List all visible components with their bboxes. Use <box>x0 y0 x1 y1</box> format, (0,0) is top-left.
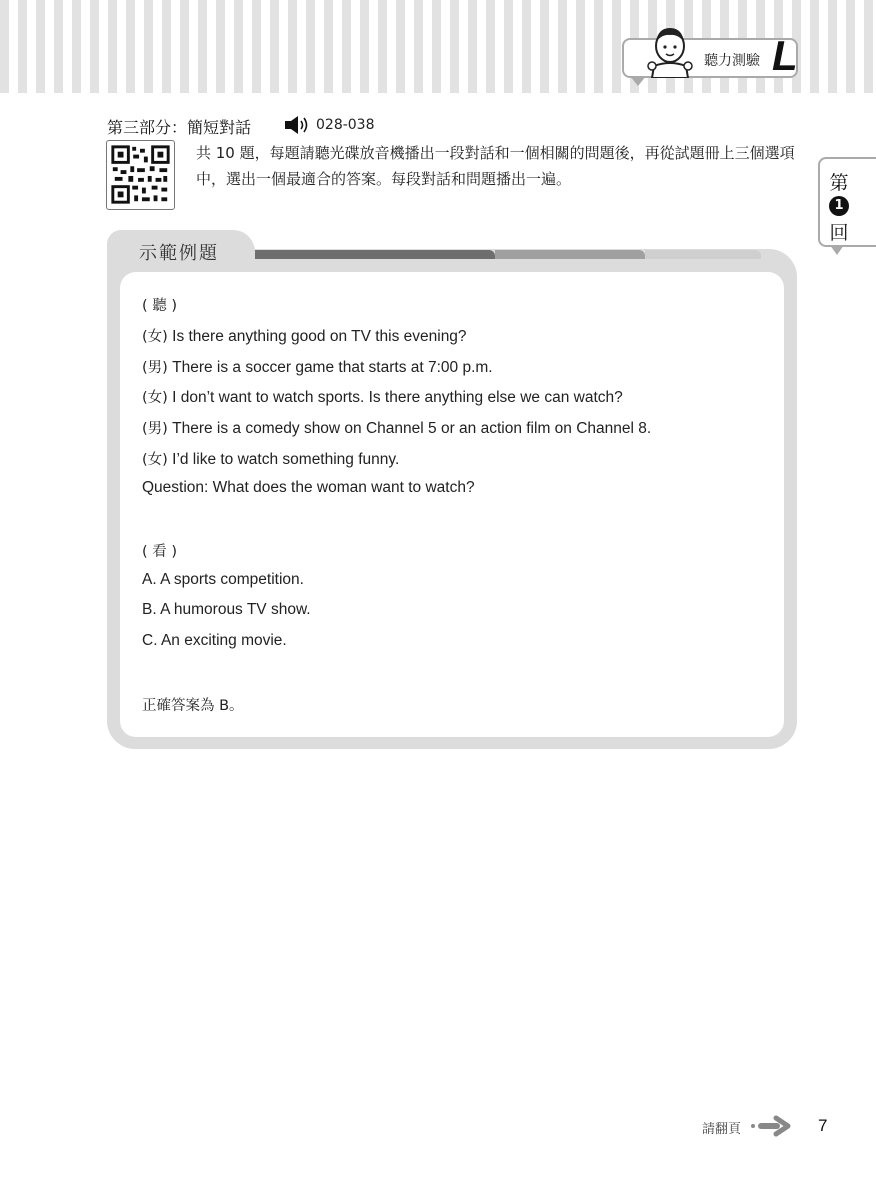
instructions-text: 共 10 題，每題請聽光碟放音機播出一段對話和一個相關的問題後，再從試題冊上三個選項中，選出一個最適合的答案。每段對話和問題播出一遍。 <box>196 144 795 188</box>
decor-bar-mid <box>495 250 645 259</box>
dialogue-text: I don’t want to watch sports. Is there anything else we can watch? <box>167 389 623 406</box>
dialogue-line <box>142 417 651 438</box>
page-number: 7 <box>818 1116 828 1135</box>
dialogue-line <box>142 386 623 407</box>
round-tab-tail <box>830 245 844 255</box>
question-text: Question: What does the woman want to watch? <box>142 479 475 496</box>
turn-page-label: 請翻頁 <box>702 1122 742 1137</box>
speaker-label: (女) <box>142 390 168 406</box>
round-tab-bottom: 回 <box>829 222 849 244</box>
dialogue-text: There is a soccer game that starts at 7:00 p.m. <box>167 359 493 376</box>
track-number: 028-038 <box>316 117 375 133</box>
speaker-label: (女) <box>142 329 168 345</box>
listen-header: ( 聽 ) <box>142 298 178 314</box>
dialogue-line <box>142 325 467 346</box>
dialogue-line <box>142 448 399 469</box>
arrow-right-icon <box>748 1115 794 1137</box>
decor-bar-light <box>645 250 761 259</box>
option-c: C. An exciting movie. <box>142 632 287 649</box>
dialogue-text: Is there anything good on TV this evening? <box>167 328 467 345</box>
example-label: 示範例題 <box>139 243 219 264</box>
section-title: 第三部分：簡短對話 <box>107 118 252 137</box>
answer-text: 正確答案為 B。 <box>142 698 244 714</box>
option-a: A. A sports competition. <box>142 571 304 588</box>
badge-letter: L <box>772 32 798 79</box>
boy-avatar-icon <box>642 20 698 78</box>
look-header: ( 看 ) <box>142 544 178 560</box>
round-tab-top: 第 <box>829 172 849 194</box>
speaker-label: (男) <box>142 421 168 437</box>
badge-label: 聽力測驗 <box>704 53 760 69</box>
decor-bar-dark <box>255 250 495 259</box>
round-number: 1 <box>829 196 849 216</box>
dialogue-text: There is a comedy show on Channel 5 or an action film on Channel 8. <box>167 420 652 437</box>
qr-code-icon[interactable] <box>106 140 175 210</box>
dialogue-line <box>142 356 493 377</box>
option-b: B. A humorous TV show. <box>142 601 311 618</box>
dialogue-text: I’d like to watch something funny. <box>167 451 400 468</box>
speaker-label: (女) <box>142 452 168 468</box>
speaker-label: (男) <box>142 360 168 376</box>
speaker-icon[interactable] <box>284 116 312 134</box>
